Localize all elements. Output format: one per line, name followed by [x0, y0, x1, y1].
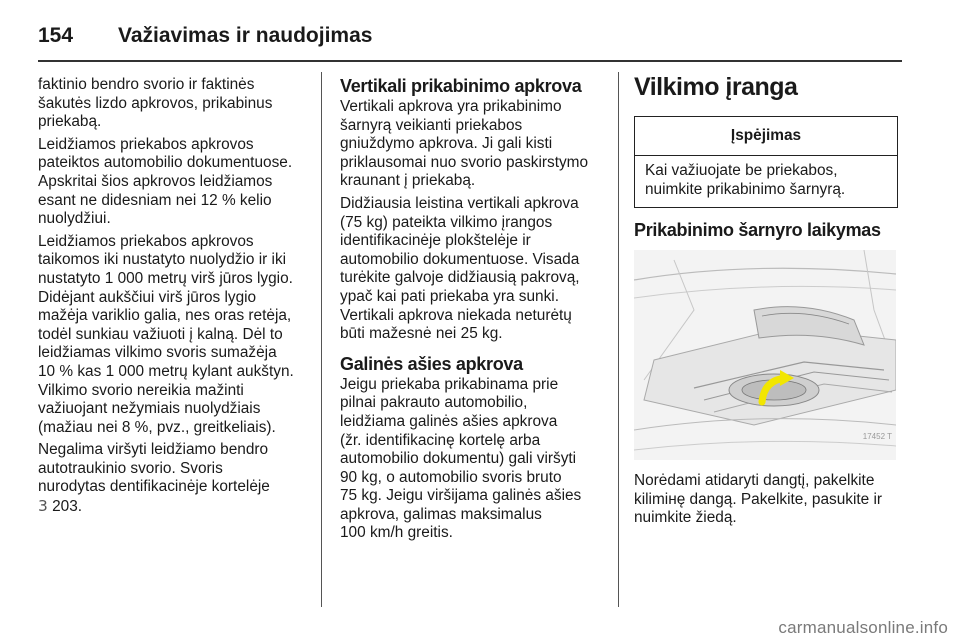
column-divider-1	[321, 72, 322, 607]
watermark-text: carmanualsonline.info	[778, 618, 948, 637]
warning-title: Įspėjimas	[635, 117, 897, 156]
section-heading: Vertikali prikabinimo apkrova	[340, 76, 582, 96]
paragraph: Leidžiamos priekabos apkrovos taikomos iki nustatyto nuolydžio ir iki nustatyto 1 000 metrų virš jūros lygio. Didėjant aukščiui virš jūros lygio mažėja variklio galia, nes oras retėja, todėl sunkiau važiuoti į kalną. Dėl to leidžiamas vilkimo svoris sumažėja 10 % kas 1 000 metrų kylant aukštyn. Vilkimo svorio nereikia mažinti važiuojant nežymiais nuolydžiais (mažiau nei 8 %, pvz., greitkeliais).	[38, 232, 294, 436]
paragraph: Jeigu priekaba prikabinama prie pilnai pakrauto automobilio, leidžiama galinės ašies apkrova (žr. identifikacinę kortelę arba automobilio dokumentu) gali viršyti 90 kg, o automobilio svoris bruto 75 kg. Jeigu viršijama galinės ašies apkrova, galimas maksimalus 100 km/h greitis.	[340, 375, 582, 542]
warning-body: Kai važiuojate be priekabos, nuimkite prikabinimo šarnyrą.	[645, 162, 846, 198]
paragraph: Leidžiamos priekabos apkrovos pateiktos automobilio dokumentuose. Apskritai šios apkrovos leidžiamos esant ne didesniam nei 12 % kelio nuolydžiui.	[38, 135, 293, 228]
figure-code: 17452 T	[862, 431, 892, 441]
paragraph: Norėdami atidaryti dangtį, pakelkite kilimінę dangą. Pakelkite, pasukite ir nuimkite žiedą.	[634, 472, 883, 527]
paragraph: Negalima viršyti leidžiamo bendro autotraukinio svorio. Svoris nurodytas dentifikacinėje kortelėje 3 203.	[38, 441, 270, 516]
trunk-illustration	[634, 250, 896, 460]
page-number: 154	[38, 24, 74, 47]
header-divider	[38, 60, 902, 62]
section-title: Vilkimo įranga	[634, 73, 798, 101]
page-reference-arrow-icon: 3	[38, 497, 48, 516]
column-divider-2	[618, 72, 619, 607]
column-2	[340, 76, 606, 547]
paragraph: Vertikali apkrova yra prikabinimo šarnyrą veikianti priekabos gniuždymo apkrova. Ji gali kisti priklausomai nuo svorio paskirstymo kraunant į priekabą.	[340, 98, 589, 190]
page-reference-link[interactable]: 203.	[52, 498, 83, 516]
column-3	[634, 70, 902, 532]
chapter-title: Važiavimas ir naudojimas	[118, 24, 373, 47]
column-1	[38, 76, 310, 521]
paragraph: faktinio bendro svorio ir faktinės šakutės lizdo apkrovos, prikabinus priekabą.	[38, 76, 273, 131]
page-header	[38, 16, 902, 56]
section-heading: Galinės ašies apkrova	[340, 353, 523, 374]
paragraph: Didžiausia leistina vertikali apkrova (75 kg) pateikta vilkimo įrangos identifikacinėje plokštelėje ir automobilio dokumentuose. Visada turėkite galvoje didžiausią pakrovą, ypač kai pati priekaba yra sunki. Vertikali apkrova niekada neturėtų būti mažesnė nei 25 kg.	[340, 194, 580, 343]
warning-box	[634, 116, 898, 208]
towbar-storage-illustration	[634, 250, 896, 460]
subsection-heading: Prikabinimo šarnyro laikymas	[634, 220, 881, 241]
